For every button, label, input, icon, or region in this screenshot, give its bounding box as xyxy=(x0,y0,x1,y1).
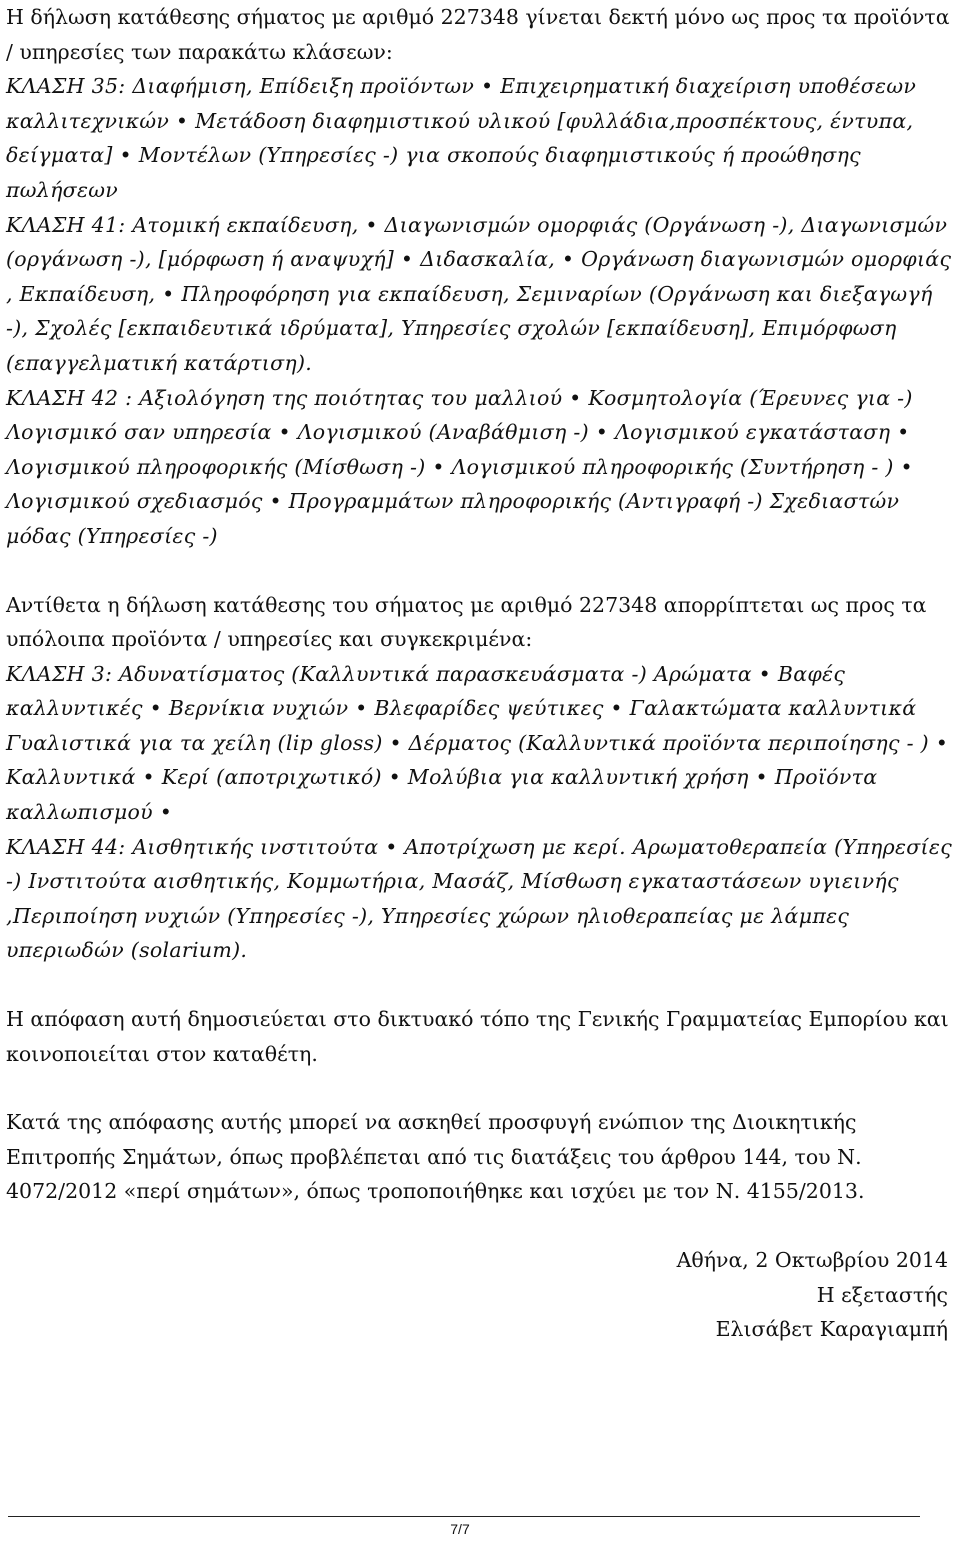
page-number: 7/7 xyxy=(450,1521,470,1537)
spacer xyxy=(6,1209,956,1243)
class-3-list: ΚΛΑΣΗ 3: Αδυνατίσματος (Καλλυντικά παρασκευάσματα -) Αρώματα • Βαφές καλλυντικές • Βερνίκια νυχιών • Βλεφαρίδες ψεύτικες • Γαλακτώματα καλλυντικά Γυαλιστικά για τα χείλη (lip gloss) • Δέρματος (Καλλυντικά προϊόντα περιποίησης - ) • Καλλυντικά • Κερί (αποτριχωτικό) • Μολύβια για καλλυντική χρήση • Προϊόντα καλλωπισμού • xyxy=(6,661,949,825)
class-42-list: ΚΛΑΣΗ 42 : Αξιολόγηση της ποιότητας του μαλλιού • Κοσμητολογία (Έρευνες για -) Λογισμικό σαν υπηρεσία • Λογισμικού (Αναβάθμιση -) • Λογισμικού εγκατάσταση • Λογισμικού πληροφορικής (Μίσθωση -) • Λογισμικού πληροφορικής (Συντήρηση - ) • Λογισμικού σχεδιασμός • Προγραμμάτων πληροφορικής (Αντιγραφή -) Σχεδιαστών μόδας (Υπηρεσίες -) xyxy=(6,385,913,548)
spacer xyxy=(6,1071,956,1105)
class-41-list: ΚΛΑΣΗ 41: Ατομική εκπαίδευση, • Διαγωνισμών ομορφιάς (Οργάνωση -), Διαγωνισμών (οργάνωση -), [μόρφωση ή αναψυχή] • Διδασκαλία, • Οργάνωση διαγωνισμών ομορφιάς , Εκπαίδευση, • Πληροφόρηση για εκπαίδευση, Σεμιναρίων (Οργάνωση και διεξαγωγή -), Σχολές [εκπαιδευτικά ιδρύματα], Υπηρεσίες σχολών [εκπαίδευση], Επιμόρφωση (επαγγελματική κατάρτιση). xyxy=(6,212,952,375)
signature-block xyxy=(6,1243,948,1347)
appeal-notice: Κατά της απόφασης αυτής μπορεί να ασκηθεί προσφυγή ενώπιον της Διοικητικής Επιτροπής Σημάτων, όπως προβλέπεται από τις διατάξεις του άρθρου 144, του Ν. 4072/2012 «περί σημάτων», όπως τροποποιήθηκε και ισχύει με τον Ν. 4155/2013. xyxy=(6,1110,865,1204)
document-page xyxy=(6,0,956,1347)
footer-rule xyxy=(8,1516,920,1517)
spacer xyxy=(6,554,956,588)
place-date: Αθήνα, 2 Οκτωβρίου 2014 xyxy=(676,1248,948,1272)
class-44-list: ΚΛΑΣΗ 44: Αισθητικής ινστιτούτα • Αποτρίχωση με κερί. Αρωματοθεραπεία (Υπηρεσίες -) Ινστιτούτα αισθητικής, Κομμωτήρια, Μασάζ, Μίσθωση εγκαταστάσεων υγιεινής ,Περιποίηση νυχιών (Υπηρεσίες -), Υπηρεσίες χώρων ηλιοθεραπείας με λάμπες υπεριωδών (solarium). xyxy=(6,834,952,963)
spacer xyxy=(6,968,956,1002)
signer-role: Η εξεταστής xyxy=(816,1282,948,1307)
signer-name: Ελισάβετ Καραγιαμπή xyxy=(715,1317,948,1342)
accept-intro: Η δήλωση κατάθεσης σήματος με αριθμό 227348 γίνεται δεκτή μόνο ως προς τα προϊόντα / υπηρεσίες των παρακάτω κλάσεων: xyxy=(6,5,950,64)
publication-notice: Η απόφαση αυτή δημοσιεύεται στο δικτυακό τόπο της Γενικής Γραμματείας Εμπορίου και κοινοποιείται στον καταθέτη. xyxy=(6,1007,949,1066)
reject-intro: Αντίθετα η δήλωση κατάθεσης του σήματος με αριθμό 227348 απορρίπτεται ως προς τα υπόλοιπα προϊόντα / υπηρεσίες και συγκεκριμένα: xyxy=(6,592,927,652)
class-35-list: ΚΛΑΣΗ 35: Διαφήμιση, Επίδειξη προϊόντων • Επιχειρηματική διαχείριση υποθέσεων καλλιτεχνικών • Μετάδοση διαφημιστικού υλικού [φυλλάδια,προσπέκτους, έντυπα, δείγματα] • Μοντέλων (Υπηρεσίες -) για σκοπούς διαφημιστικούς ή προώθησης πωλήσεων xyxy=(6,74,917,202)
